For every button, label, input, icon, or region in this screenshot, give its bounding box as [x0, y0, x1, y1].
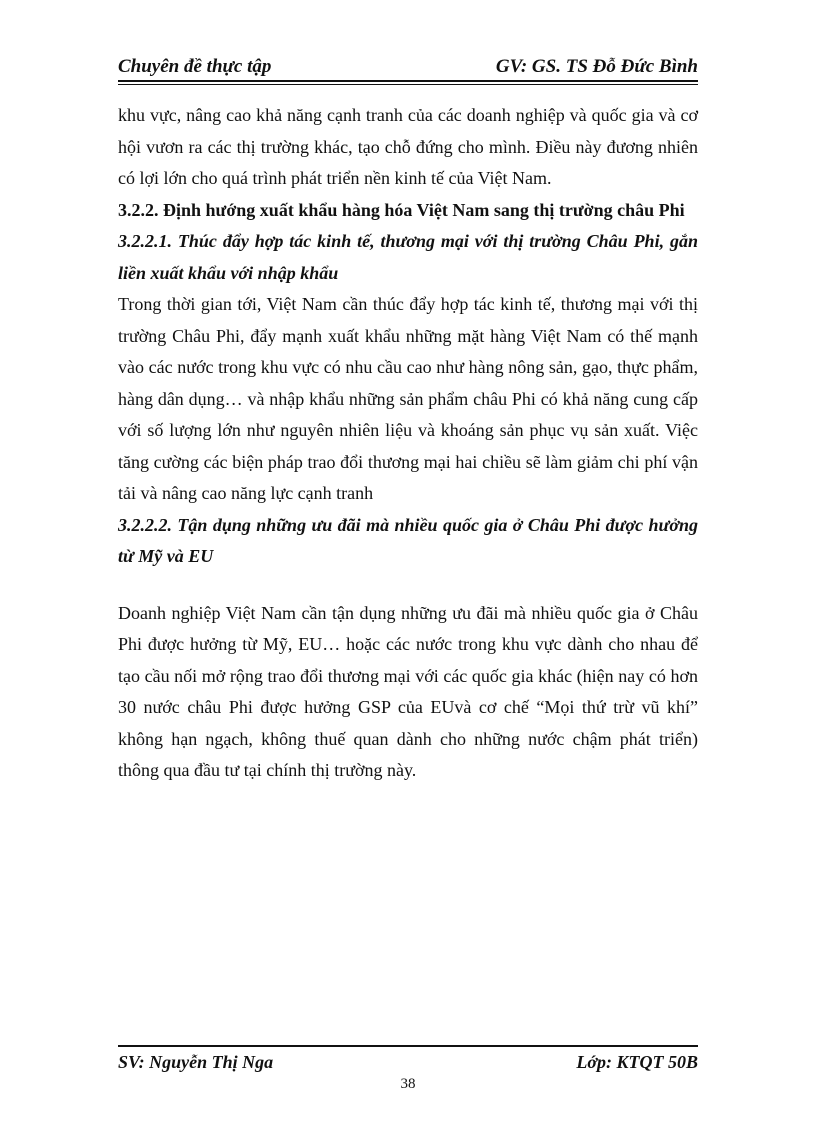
header-rule-secondary	[118, 84, 698, 85]
subsection-2-paragraph: Doanh nghiệp Việt Nam cần tận dụng những ưu đãi mà nhiều quốc gia ở Châu Phi được hưởng từ Mỹ, EU… hoặc các nước trong khu vực dành cho nhau để tạo cầu nối mở rộng trao đổi thương mại với các quốc gia khác (hiện nay có hơn 30 nước châu Phi được hưởng GSP của EUvà cơ chế “Mọi thứ trừ vũ khí” không hạn ngạch, không thuế quan dành cho những nước chậm phát triển) thông qua đầu tư tại chính thị trường này.	[118, 602, 698, 780]
section-heading: 3.2.2. Định hướng xuất khẩu hàng hóa Việt Nam sang thị trường châu Phi	[118, 199, 685, 220]
page-footer	[118, 1049, 698, 1075]
intro-paragraph: khu vực, nâng cao khả năng cạnh tranh của các doanh nghiệp và quốc gia và cơ hội vươn ra các thị trường khác, tạo chỗ đứng cho mình. Điều này đương nhiên có lợi lớn cho quá trình phát triển nền kinh tế của Việt Nam.	[118, 105, 698, 188]
page-number: 38	[400, 1076, 416, 1092]
spacer	[118, 573, 698, 598]
subsection-1-paragraph: Trong thời gian tới, Việt Nam cần thúc đẩy hợp tác kinh tế, thương mại với thị trường Châu Phi, đẩy mạnh xuất khẩu những mặt hàng Việt Nam có thế mạnh vào các nước trong khu vực có nhu cầu cao như hàng nông sản, gạo, thực phẩm, hàng dân dụng… và nhập khẩu những sản phẩm châu Phi có khả năng cung cấp với số lượng lớn như nguyên nhiên liệu và khoáng sản phục vụ sản xuất. Việc tăng cường các biện pháp trao đổi thương mại hai chiều sẽ làm giảm chi phí vận tải và nâng cao năng lực cạnh tranh	[118, 294, 698, 503]
header-instructor: GV: GS. TS Đỗ Đức Bình	[495, 56, 698, 77]
page-header	[118, 50, 698, 78]
footer-class: Lớp: KTQT 50B	[576, 1051, 698, 1072]
header-rule	[118, 80, 698, 82]
subsection-2-heading: 3.2.2.2. Tận dụng những ưu đãi mà nhiều quốc gia ở Châu Phi được hưởng từ Mỹ và EU	[118, 514, 698, 566]
page-body	[118, 100, 698, 787]
footer-student-name: SV: Nguyễn Thị Nga	[118, 1051, 274, 1072]
subsection-1-heading: 3.2.2.1. Thúc đẩy hợp tác kinh tế, thương mại với thị trường Châu Phi, gắn liền xuất khẩu với nhập khẩu	[118, 231, 698, 283]
header-course-title: Chuyên đề thực tập	[118, 56, 272, 77]
footer-rule	[118, 1045, 698, 1047]
